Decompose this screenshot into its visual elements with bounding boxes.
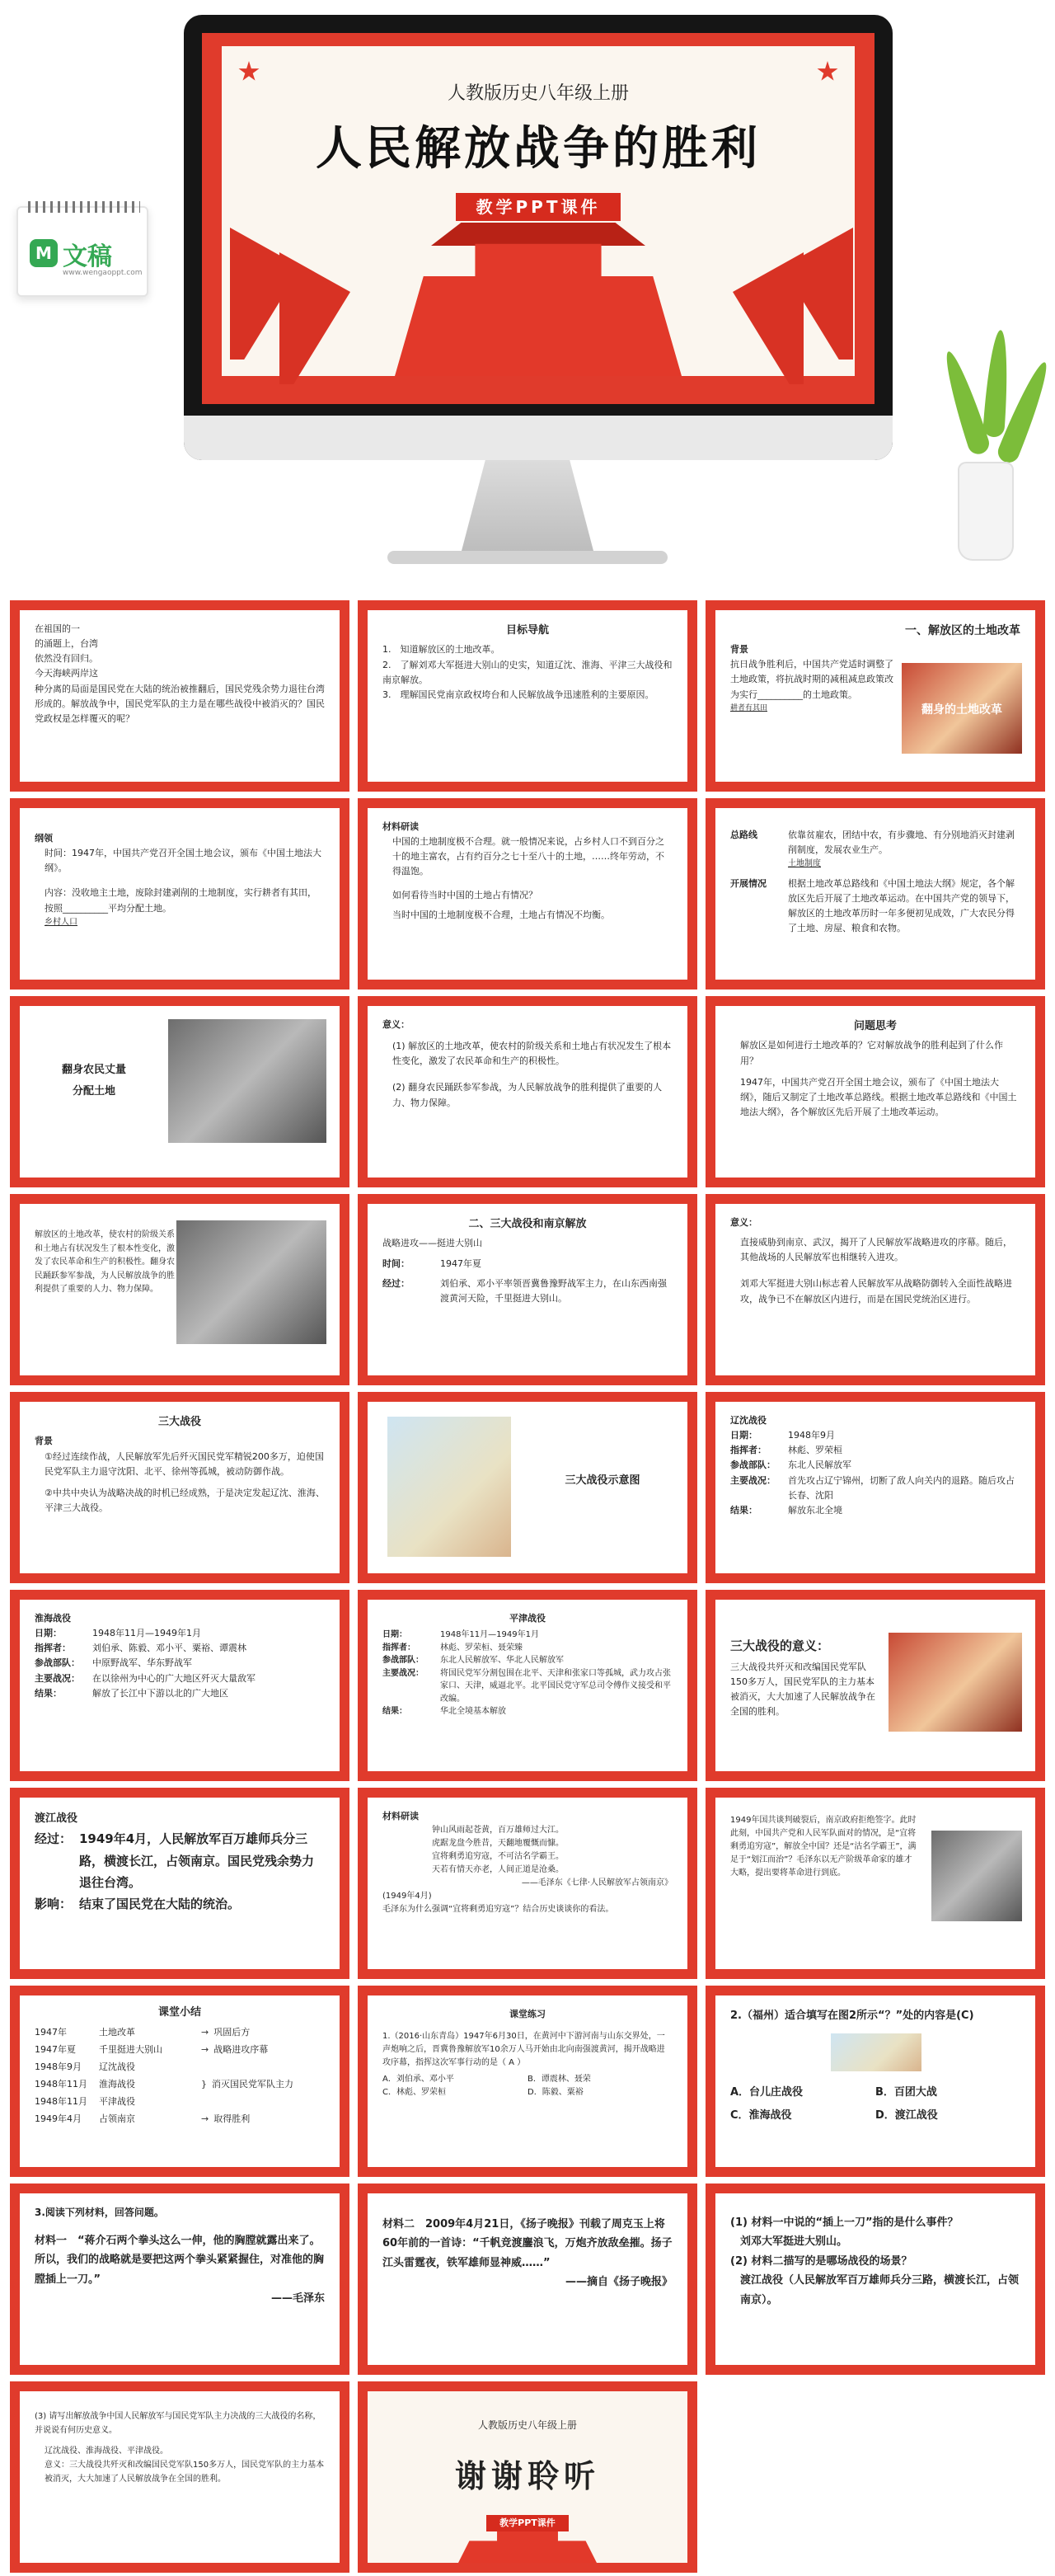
thanks-title: 谢谢聆听 [454, 2456, 600, 2494]
slide-subhead: 材料研读 [382, 1811, 419, 1822]
leaf-icon [982, 329, 1011, 437]
field-value: 解放东北全境 [788, 1504, 842, 1516]
field-value: 根据土地改革总路线和《中国土地法大纲》规定，各个解放区先后开展了土地改革运动。在中国共产党的领导下，解放区的土地改革历时一年多便初见成效，广大农民分得了土地、房屋、粮食和农物。 [788, 877, 1015, 934]
slide-answer: 渡江战役（人民解放军百万雄师兵分三路，横渡长江，占领南京）。 [740, 2274, 1020, 2306]
field-label: 经过： [382, 1277, 410, 1289]
slide-exercise-3a [10, 2183, 349, 2375]
field-value: 首先攻占辽宁锦州，切断了敌人向关内的退路。随后攻占长春、沈阳 [788, 1474, 1015, 1501]
slide-yangtze-crossing [10, 1788, 349, 1979]
logo-icon: M [30, 239, 58, 267]
slide-exercise-1 [358, 1986, 697, 2177]
slide-answer-blank: 土地制度 [788, 859, 821, 869]
summary-result: 战略进攻序幕 [213, 2044, 269, 2056]
slide-text: 解放区的土地改革，使农村的阶级关系和土地占有状况发生了根本性变化，激发了农民革命和生产的积极性。翻身农民踊跃参军参战，为人民解放战争的胜利提供了重要的人力、物力保障。 [35, 1230, 175, 1294]
slide-text: 种分离的局面是国民党在大陆的统治被推翻后，国民党残余势力退往台湾形成的。解放战争中，国民党军队的主力是在哪些战役中被消灭的？国民党政权是怎样覆灭的呢？ [35, 683, 325, 724]
summary-row [35, 2076, 325, 2094]
battle-painting-image [889, 1633, 1022, 1732]
summary-event: 占领南京 [99, 2113, 135, 2124]
slide-text: 刘邓大军挺进大别山标志着人民解放军从战略防御转入全面性战略进攻，战争已不在解放区内进行，而是在国民党统治区进行。 [740, 1278, 1012, 1304]
field-label: 日期： [382, 1630, 407, 1640]
field-value: 1948年9月 [788, 1430, 835, 1441]
slide-title: 二、三大战役和南京解放 [468, 1218, 587, 1230]
answer-option: A．刘伯承、邓小平 [382, 2074, 454, 2084]
cover-subtitle: 人教版历史八年级上册 [447, 83, 629, 104]
slide-text: 2. 了解刘邓大军挺进大别山的史实，知道辽沈、淮海、平津三大战役和南京解放。 [382, 659, 673, 685]
slide-answer-blank: 乡村人口 [45, 917, 77, 927]
field-value: 华北全境基本解放 [440, 1707, 506, 1717]
field-label: 结果： [382, 1707, 407, 1717]
poem-line: 虎踞龙盘今胜昔，天翻地覆慨而慷。 [432, 1838, 564, 1848]
slide-poem-material [358, 1788, 697, 1979]
slide-mao-decision [706, 1788, 1045, 1979]
slide-text: 1. 知道解放区的土地改革。 [382, 644, 500, 656]
slide-answer: 辽沈战役、淮海战役、平津战役。 [45, 2447, 168, 2456]
summary-result: 取得胜利 [213, 2113, 251, 2124]
slide-title: 三大战役的意义： [730, 1638, 830, 1653]
field-label: 结果： [35, 1687, 62, 1699]
field-label: 经过： [35, 1831, 73, 1847]
field-value: 1949年4月，人民解放军百万雄师兵分三路，横渡长江，占领南京。国民党残余势力退往台湾。 [79, 1831, 315, 1890]
hero-mockup [0, 0, 1055, 594]
slide-three-campaigns-background [10, 1392, 349, 1583]
slide-text: 直接威胁到南京、武汉，揭开了人民解放军战略进攻的序幕。随后，其他战场的人民解放军也相继转入进攻。 [740, 1237, 1012, 1263]
slide-liaoshen [706, 1392, 1045, 1583]
slide-title: 一、解放区的土地改革 [905, 624, 1020, 637]
cover-slide [222, 46, 855, 376]
slide-text: 时间：1947年，中国共产党召开全国土地会议，颁布《中国土地法大纲》。 [45, 848, 321, 874]
slide-general-line [706, 798, 1045, 990]
answer-option: D．陈毅、粟裕 [528, 2087, 584, 2097]
slide-subhead: 辽沈战役 [730, 1415, 767, 1426]
slide-subhead: 背景 [730, 644, 748, 656]
slide-text: 中国的土地制度极不合理。就一般情况来说，占乡村人口不到百分之十的地主富农，占有约百分之七十至八十的土地，……终年劳动，不得温饱。 [392, 836, 664, 877]
plant-pot [958, 462, 1014, 561]
field-value: 依靠贫雇农，团结中农，有步骤地、有分别地消灭封建剥削制度，发展农业生产。 [788, 830, 1015, 856]
slide-subhead: 意义： [730, 1217, 757, 1228]
slide-answer: 1947年，中国共产党召开全国土地会议，颁布了《中国土地法大纲》，随后又制定了土地改革总路线。根据土地改革总路线和《中国土地法大纲》，各个解放区先后开展了土地改革运动。 [740, 1076, 1017, 1117]
slide-subhead: 淮海战役 [35, 1613, 71, 1624]
field-label: 日期： [730, 1430, 757, 1441]
field-value: 刘伯承、陈毅、邓小平、粟裕、谭震林 [92, 1643, 246, 1654]
calendar-rings [28, 201, 140, 213]
arrow-right-icon: → [201, 2044, 209, 2056]
field-label: 时间： [382, 1257, 410, 1269]
bracket-icon: } [201, 2079, 207, 2090]
field-label: 指挥者： [730, 1445, 767, 1456]
summary-row [35, 2024, 325, 2042]
cover-ribbon: 教学PPT课件 [456, 193, 621, 221]
leaf-icon [938, 348, 992, 457]
slide-answer: 当时中国的土地制度极不合理，土地占有情况不均衡。 [392, 909, 610, 920]
slide-question: 2.（福州）适合填写在图2所示“？”处的内容是(C) [730, 2010, 974, 2022]
slide-subhead: 战略进攻——挺进大别山 [382, 1238, 482, 1249]
slide-question: 如何看待当时中国的土地占有情况？ [392, 889, 537, 900]
slide-text: ①经过连续作战，人民解放军先后歼灭国民党军精锐200多万，迫使国民党军队主力退守沈阳、北平、徐州等孤城，被动防御作战。 [45, 1450, 324, 1477]
slide-land-reform-significance [358, 996, 697, 1187]
poem-line: 天若有情天亦老，人间正道是沧桑。 [432, 1864, 564, 1874]
summary-year: 1947年夏 [35, 2044, 76, 2056]
summary-year: 1948年11月 [35, 2096, 87, 2107]
slide-exercise-3c [10, 2381, 349, 2573]
slide-intro [10, 600, 349, 792]
farmers-measuring-land-image [168, 1019, 326, 1143]
field-value: 刘伯承、邓小平率领晋冀鲁豫野战军主力，在山东西南强渡黄河天险，千里挺进大别山。 [440, 1277, 667, 1304]
land-reform-photo [176, 1220, 326, 1344]
summary-event: 千里挺进大别山 [99, 2044, 162, 2056]
slide-exercise-3-answers [706, 2183, 1045, 2375]
summary-event: 土地改革 [99, 2027, 135, 2038]
field-label: 主要战况： [730, 1474, 776, 1486]
field-value: 结束了国民党在大陆的统治。 [79, 1897, 241, 1912]
summary-row [35, 2111, 325, 2128]
image-caption: 分配土地 [72, 1085, 115, 1098]
field-value: 林彪、罗荣桓 [788, 1445, 842, 1456]
cover-title: 人民解放战争的胜利 [316, 121, 761, 176]
summary-row [35, 2042, 325, 2059]
slide-material-study [358, 798, 697, 990]
answer-option: C．林彪、罗荣桓 [382, 2087, 446, 2097]
arrow-right-icon: → [201, 2113, 209, 2124]
field-label: 主要战况： [382, 1668, 424, 1678]
slide-subhead: 材料研读 [382, 821, 419, 832]
slide-question: 毛泽东为什么强调“宜将剩勇追穷寇”？结合历史谈谈你的看法。 [382, 1904, 614, 1914]
slide-text: 三大战役共歼灭和改编国民党军队150多万人，国民党军队的主力基本被消灭，大大加速了人民解放战争在全国的胜利。 [730, 1661, 875, 1718]
slide-text: 今天海峡两岸这 [35, 668, 98, 679]
slide-text: 3. 理解国民党南京政权垮台和人民解放战争迅速胜利的主要原因。 [382, 689, 654, 700]
timeline-figure-image [831, 2033, 921, 2071]
slide-title: 渡江战役 [35, 1812, 78, 1825]
poem-line: 钟山风雨起苍黄，百万雄师过大江。 [432, 1825, 564, 1835]
field-label: 总路线 [730, 830, 757, 840]
slide-three-campaigns-intro [358, 1194, 697, 1385]
slide-question: (3) 请写出解放战争中国人民解放军与国民党军队主力决战的三大战役的名称，并说说有何历史意义。 [35, 2412, 321, 2435]
monitor [184, 15, 893, 460]
slide-title: 三大战役 [157, 1416, 201, 1428]
field-value: 解放了长江中下游以北的广大地区 [92, 1687, 228, 1699]
field-value: 东北人民解放军、华北人民解放军 [440, 1656, 564, 1666]
slide-title: 课堂练习 [509, 2009, 546, 2019]
field-label: 主要战况： [35, 1672, 80, 1684]
field-label: 参战部队： [730, 1460, 776, 1471]
field-value: 中原野战军、华东野战军 [92, 1657, 192, 1669]
slide-question: 解放区是如何进行土地改革的？它对解放战争的胜利起到了什么作用？ [740, 1040, 1003, 1066]
field-label: 参战部队： [382, 1656, 424, 1666]
monitor-stand [462, 460, 593, 551]
summary-event: 淮海战役 [99, 2079, 135, 2090]
tiananmen-gate-shape [458, 2531, 597, 2563]
slide-text: 内容：没收地主土地，废除封建剥削的土地制度，实行耕者有其田，按照__________平均分配土地。 [45, 887, 316, 914]
field-value: 在以徐州为中心的广大地区歼灭大量敌军 [92, 1672, 256, 1684]
field-label: 影响： [35, 1897, 73, 1912]
monitor-screen [202, 33, 874, 404]
slide-land-reform-background [706, 600, 1045, 792]
three-campaigns-map-image [387, 1417, 511, 1557]
field-label: 开展情况 [730, 877, 767, 889]
monitor-base [387, 551, 668, 564]
field-value: 林彪、罗荣桓、聂荣臻 [440, 1643, 523, 1652]
slide-dabieshan-significance [706, 1194, 1045, 1385]
thanks-subtitle: 人教版历史八年级上册 [477, 2419, 577, 2431]
flag-icon [733, 252, 804, 384]
slide-question: (1) 材料一中说的“插上一刀”指的是什么事件？ [730, 2216, 959, 2229]
slide-exercise-2 [706, 1986, 1045, 2177]
answer-option: C．淮海战役 [730, 2108, 792, 2122]
field-label: 参战部队： [35, 1657, 80, 1669]
field-value: 东北人民解放军 [788, 1460, 851, 1471]
answer-option: D．渡江战役 [875, 2108, 938, 2122]
logo-calendar [16, 206, 148, 297]
answer-option: B．谭震林、聂荣 [528, 2074, 591, 2084]
answer-option: A．台儿庄战役 [730, 2086, 804, 2099]
field-value: 1947年夏 [440, 1257, 481, 1269]
slide-pingjin [358, 1590, 697, 1781]
slide-answer-blank: 耕者有其田 [730, 703, 768, 712]
slide-text: 的涌题上，台湾 [35, 638, 98, 650]
slide-title: 问题思考 [853, 1020, 897, 1032]
slide-summary [10, 1986, 349, 2177]
material-source: ——摘自《扬子晚报》 [565, 2276, 673, 2289]
image-caption: 翻身的土地改革 [921, 703, 1002, 717]
slide-answer: 刘邓大军挺进大别山。 [740, 2235, 848, 2249]
slide-goals [358, 600, 697, 792]
slide-subhead: 纲领 [35, 833, 53, 844]
field-value: 1948年11月—1949年1月 [92, 1628, 201, 1639]
summary-year: 1948年11月 [35, 2079, 87, 2090]
slide-title: 课堂小结 [157, 2006, 201, 2019]
slide-text: ②中共中央认为战略决战的时机已经成熟，于是决定发起辽沈、淮海、平津三大战役。 [45, 1487, 325, 1513]
slide-answer: 意义：三大战役共歼灭和改编国民党军队150多万人，国民党军队的主力基本被消灭，大大加速了人民解放战争在全国的胜利。 [45, 2461, 325, 2484]
slide-campaign-map [358, 1392, 697, 1583]
slide-question: (2) 材料二描写的是哪场战役的场景？ [730, 2254, 912, 2268]
slide-thanks [358, 2381, 697, 2573]
summary-event: 辽沈战役 [99, 2061, 135, 2073]
material-text: 材料一 “蒋介石两个拳头这么一伸，他的胸膛就露出来了。所以，我们的战略就是要把这两个拳头紧紧握住，对准他的胸膛插上一刀。” [35, 2234, 325, 2286]
slide-question-thinking [706, 996, 1045, 1187]
slide-text: 1949年国共谈判破裂后，南京政府拒绝签字。此时此刻，中国共产党和人民军队面对的情况，是“宜将剩勇追穷寇”，解放全中国？还是“沽名学霸王”，满足于“划江而治”？毛泽东以无产阶级革命家的雄才大略，提出要将革命进行到底。 [730, 1816, 917, 1878]
poem-source: ——毛泽东《七律·人民解放军占领南京》 [521, 1878, 673, 1887]
tiananmen-gate-shape [395, 229, 682, 376]
thanks-ribbon: 教学PPT课件 [486, 2515, 569, 2531]
image-caption: 翻身农民丈量 [61, 1064, 126, 1076]
slide-text: (1) 解放区的土地改革，使农村的阶级关系和土地占有状况发生了根本性变化，激发了农民革命和生产的积极性。 [392, 1041, 672, 1067]
answer-option: B．百团大战 [875, 2086, 937, 2099]
slide-exercise-3b [358, 2183, 697, 2375]
slide-subhead: 意义： [382, 1019, 410, 1030]
summary-year: 1947年 [35, 2027, 67, 2038]
image-caption: 三大战役示意图 [565, 1474, 640, 1487]
slide-text: 在祖国的一 [35, 623, 80, 634]
slide-question: 1.（2016·山东青岛）1947年6月30日，在黄河中下游河南与山东交界处，一声炮响之后，晋冀鲁豫解放军10余万人马开始由北向南强渡黄河，揭开战略进攻序幕，指挥这次军事行动的是（ A ） [382, 2031, 665, 2067]
field-label: 结果： [730, 1504, 757, 1516]
historical-portrait-image [931, 1831, 1022, 1921]
slide-farmers-photo [10, 996, 349, 1187]
slide-land-reform-summary [10, 1194, 349, 1385]
summary-year: 1949年4月 [35, 2113, 82, 2124]
summary-row [35, 2094, 325, 2111]
slide-campaigns-significance [706, 1590, 1045, 1781]
slide-text: (2) 翻身农民踊跃参军参战，为人民解放战争的胜利提供了重要的人力、物力保障。 [392, 1082, 663, 1108]
summary-result: 巩固后方 [213, 2027, 251, 2038]
slide-title: 平津战役 [509, 1613, 546, 1624]
slide-text: 依然没有回归。 [35, 653, 98, 665]
flag-icon [279, 252, 350, 384]
field-label: 指挥者： [382, 1643, 415, 1652]
poem-line: 宜将剩勇追穷寇，不可沽名学霸王。 [432, 1851, 564, 1861]
summary-year: 1948年9月 [35, 2061, 82, 2073]
material-text: 材料二 2009年4月21日，《扬子晚报》刊载了周克玉上将60年前的一首诗：“千帆竞渡鏖浪飞，万炮齐放敌垒摧。扬子江头雷霆夜，铁军雄师显神威……” [382, 2218, 673, 2269]
field-value: 将国民党军分割包围在北平、天津和张家口等孤城，武力攻占张家口、天津，威逼北平。北平国民党守军总司令傅作义接受和平改编。 [440, 1668, 671, 1704]
gate-roof-shape [431, 223, 645, 246]
poem-date: (1949年4月) [382, 1891, 432, 1901]
arrow-right-icon: → [201, 2027, 209, 2038]
logo-subtext: www.wengaoppt.com [63, 269, 143, 277]
slide-subhead: 背景 [35, 1436, 53, 1447]
monitor-chin [184, 416, 893, 460]
slide-land-program [10, 798, 349, 990]
material-source: ——毛泽东 [270, 2292, 325, 2305]
slide-huaihai [10, 1590, 349, 1781]
field-value: 1948年11月—1949年1月 [440, 1630, 539, 1640]
summary-result: 消灭国民党军队主力 [212, 2079, 293, 2090]
logo-text: 文稿 [63, 242, 112, 271]
field-label: 日期： [35, 1628, 62, 1639]
field-label: 指挥者： [35, 1643, 71, 1654]
slide-text: 抗日战争胜利后，中国共产党适时调整了土地政策，将抗战时期的减租减息政策改为实行__________的土地政策。 [730, 659, 893, 700]
slide-question: 3.阅读下列材料，回答问题。 [35, 2207, 164, 2218]
summary-row [35, 2059, 325, 2076]
slide-title: 目标导航 [505, 624, 549, 637]
summary-event: 平津战役 [99, 2096, 135, 2107]
